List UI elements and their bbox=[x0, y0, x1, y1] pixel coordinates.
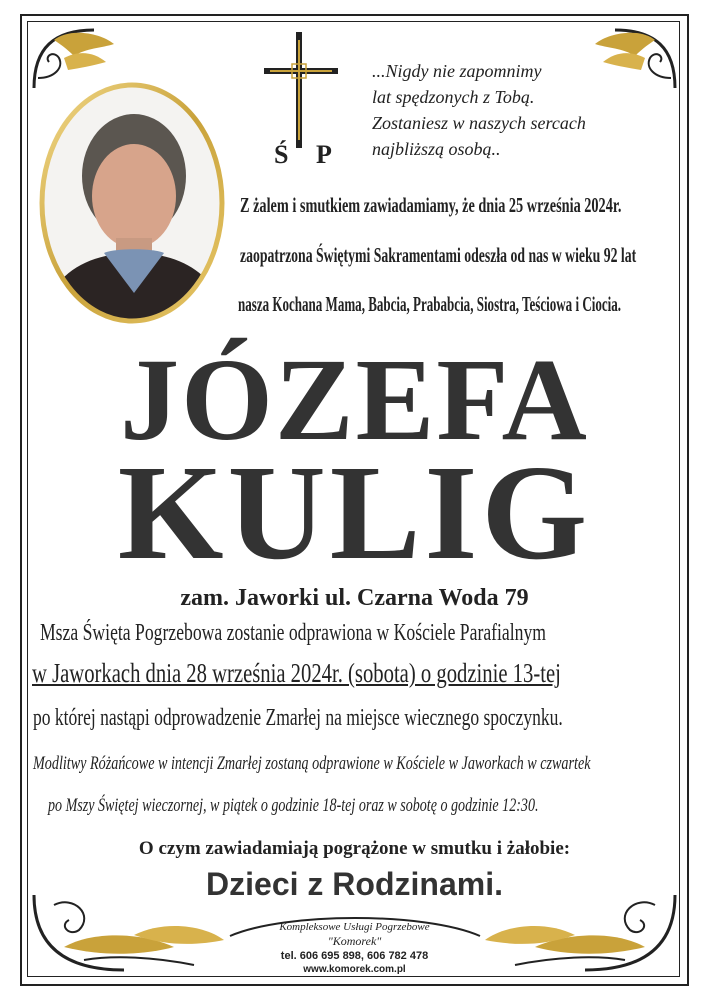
funeral-home-website: www.komorek.com.pl bbox=[303, 964, 406, 975]
poem-line: najbliższą osobą.. bbox=[372, 139, 501, 159]
cross-icon bbox=[262, 30, 340, 150]
rosary-line-1: Modlitwy Różańcowe w intencji Zmarłej zostaną odprawione w Kościele w Jaworkach w czwartek bbox=[33, 753, 591, 774]
announcement-line-3: nasza Kochana Mama, Babcia, Prababcia, Siostra, Teściowa i Ciocia. bbox=[238, 292, 622, 316]
funeral-home-name: "Komorek" bbox=[327, 934, 382, 948]
address: zam. Jaworki ul. Czarna Woda 79 bbox=[180, 585, 529, 611]
sp-letter-s: Ś bbox=[274, 140, 289, 169]
announcement-line-1: Z żalem i smutkiem zawiadamiamy, że dnia 25 września 2024r. bbox=[240, 193, 622, 217]
funeral-home-label: Kompleksowe Usługi Pogrzebowe bbox=[279, 921, 430, 933]
mass-line-1: Msza Święta Pogrzebowa zostanie odprawiona w Kościele Parafialnym bbox=[40, 620, 547, 646]
deceased-first-name: JÓZEFA bbox=[120, 334, 589, 465]
mourners: Dzieci z Rodzinami. bbox=[206, 866, 503, 902]
mass-line-3: po której nastąpi odprowadzenie Zmarłej na miejsce wiecznego spoczynku. bbox=[33, 705, 563, 731]
mass-line-2: w Jaworkach dnia 28 września 2024r. (sobota) o godzinie 13-tej bbox=[32, 658, 561, 688]
poem-line: lat spędzonych z Tobą. bbox=[372, 87, 535, 107]
memorial-poem bbox=[372, 58, 672, 162]
poem-line: ...Nigdy nie zapomnimy bbox=[372, 61, 542, 81]
portrait-photo bbox=[34, 78, 230, 328]
announcement-line-2: zaopatrzona Świętymi Sakramentami odeszła od nas w wieku 92 lat bbox=[240, 243, 637, 267]
deceased-last-name: KULIG bbox=[117, 438, 592, 588]
sp-letter-p: P bbox=[316, 140, 332, 169]
rosary-line-2: po Mszy Świętej wieczornej, w piątek o godzinie 18-tej oraz w sobotę o godzinie 12:30. bbox=[48, 795, 539, 816]
funeral-home-phone: tel. 606 695 898, 606 782 478 bbox=[280, 950, 429, 962]
poem-line: Zostaniesz w naszych sercach bbox=[372, 113, 586, 133]
closing-text: O czym zawiadamiają pogrążone w smutku i żałobie: bbox=[138, 838, 571, 859]
